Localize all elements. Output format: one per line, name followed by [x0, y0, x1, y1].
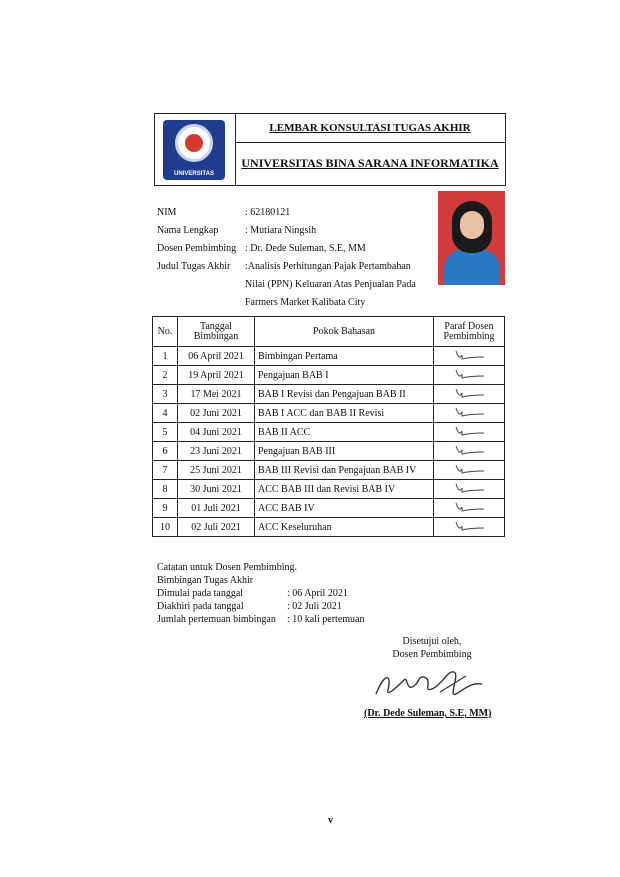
- paraf-signature-icon: [450, 482, 488, 494]
- logo-cell: [155, 114, 236, 185]
- col-header-no: No.: [153, 317, 178, 347]
- consultation-table: [152, 316, 505, 537]
- end-value: : 02 Juli 2021: [287, 601, 342, 612]
- paraf-signature-icon: [450, 463, 488, 475]
- count-label: Jumlah pertemuan bimbingan: [157, 614, 276, 625]
- row-paraf: [434, 480, 505, 499]
- name-value: : Mutiara Ningsih: [245, 225, 317, 236]
- paraf-signature-icon: [450, 444, 488, 456]
- signer-name: (Dr. Dede Suleman, S.E, MM): [364, 708, 492, 719]
- paraf-signature-icon: [450, 387, 488, 399]
- row-paraf: [434, 518, 505, 537]
- row-paraf: [434, 347, 505, 366]
- table-row: [153, 385, 505, 404]
- advisor-label: Dosen Pembimbing: [157, 243, 237, 254]
- row-date: 01 Juli 2021: [178, 499, 255, 518]
- approval-line-2: Dosen Pembimbing: [392, 649, 472, 660]
- row-number: 2: [153, 366, 178, 385]
- row-number: 1: [153, 347, 178, 366]
- nim-label: NIM: [157, 207, 177, 218]
- table-row: [153, 366, 505, 385]
- row-topic: BAB II ACC: [255, 423, 434, 442]
- university-name: UNIVERSITAS BINA SARANA INFORMATIKA: [241, 156, 499, 170]
- row-paraf: [434, 423, 505, 442]
- form-title: LEMBAR KONSULTASI TUGAS AKHIR: [235, 114, 505, 143]
- col-header-date: Tanggal Bimbingan: [178, 317, 255, 347]
- row-topic: BAB I ACC dan BAB II Revisi: [255, 404, 434, 423]
- table-row: [153, 347, 505, 366]
- approval-line-1: Disetujui oleh,: [402, 636, 462, 647]
- paraf-signature-icon: [450, 425, 488, 437]
- row-paraf: [434, 461, 505, 480]
- notes-line-1: Catatan untuk Dosen Pembimbing.: [157, 562, 297, 573]
- table-header-row: [153, 317, 505, 347]
- row-paraf: [434, 442, 505, 461]
- end-label: Diakhiri pada tanggal: [157, 601, 244, 612]
- row-topic: BAB I Revisi dan Pengajuan BAB II: [255, 385, 434, 404]
- paraf-signature-icon: [450, 406, 488, 418]
- row-number: 9: [153, 499, 178, 518]
- table-row: [153, 442, 505, 461]
- col-header-paraf: Paraf Dosen Pembimbing: [434, 317, 505, 347]
- table-row: [153, 423, 505, 442]
- page-number: v: [328, 815, 333, 826]
- paraf-signature-icon: [450, 520, 488, 532]
- row-date: 23 Juni 2021: [178, 442, 255, 461]
- approval-block: [372, 635, 492, 661]
- paraf-signature-icon: [450, 368, 488, 380]
- row-date: 25 Juni 2021: [178, 461, 255, 480]
- paraf-signature-icon: [450, 501, 488, 513]
- row-number: 6: [153, 442, 178, 461]
- row-date: 02 Juni 2021: [178, 404, 255, 423]
- col-header-topic: Pokok Bahasan: [255, 317, 434, 347]
- row-topic: Pengajuan BAB I: [255, 366, 434, 385]
- row-topic: ACC BAB IV: [255, 499, 434, 518]
- logo-label: UNIVERSITAS: [174, 171, 214, 177]
- row-topic: Pengajuan BAB III: [255, 442, 434, 461]
- advisor-notes: [157, 561, 364, 626]
- table-row: [153, 499, 505, 518]
- start-label: Dimulai pada tanggal: [157, 588, 244, 599]
- thesis-line-1: :Analisis Perhitungan Pajak Pertambahan: [245, 261, 411, 272]
- row-number: 3: [153, 385, 178, 404]
- row-paraf: [434, 385, 505, 404]
- table-row: [153, 518, 505, 537]
- table-row: [153, 480, 505, 499]
- row-date: 02 Juli 2021: [178, 518, 255, 537]
- start-value: : 06 April 2021: [287, 588, 348, 599]
- row-date: 06 April 2021: [178, 347, 255, 366]
- row-paraf: [434, 404, 505, 423]
- table-row: [153, 404, 505, 423]
- row-number: 4: [153, 404, 178, 423]
- table-row: [153, 461, 505, 480]
- row-paraf: [434, 366, 505, 385]
- row-topic: ACC Keseluruhan: [255, 518, 434, 537]
- advisor-signature-icon: [370, 664, 490, 708]
- row-topic: Bimbingan Pertama: [255, 347, 434, 366]
- row-number: 8: [153, 480, 178, 499]
- row-number: 5: [153, 423, 178, 442]
- row-date: 04 Juni 2021: [178, 423, 255, 442]
- university-logo: [163, 120, 225, 180]
- notes-line-2: Bimbingan Tugas Akhir: [157, 575, 254, 586]
- count-value: : 10 kali pertemuan: [287, 614, 365, 625]
- student-photo: [438, 191, 505, 285]
- row-date: 17 Mei 2021: [178, 385, 255, 404]
- row-number: 7: [153, 461, 178, 480]
- thesis-line-3: Farmers Market Kalibata City: [245, 297, 366, 308]
- document-header: [154, 113, 506, 186]
- thesis-line-2: Nilai (PPN) Keluaran Atas Penjualan Pada: [245, 279, 416, 290]
- row-paraf: [434, 499, 505, 518]
- thesis-label: Judul Tugas Akhir: [157, 261, 231, 272]
- advisor-value: : Dr. Dede Suleman, S.E, MM: [245, 243, 366, 254]
- row-topic: ACC BAB III dan Revisi BAB IV: [255, 480, 434, 499]
- row-topic: BAB III Revisi dan Pengajuan BAB IV: [255, 461, 434, 480]
- nim-value: : 62180121: [245, 207, 291, 218]
- paraf-signature-icon: [450, 349, 488, 361]
- student-info: [157, 204, 425, 312]
- row-number: 10: [153, 518, 178, 537]
- row-date: 30 Juni 2021: [178, 480, 255, 499]
- name-label: Nama Lengkap: [157, 225, 219, 236]
- row-date: 19 April 2021: [178, 366, 255, 385]
